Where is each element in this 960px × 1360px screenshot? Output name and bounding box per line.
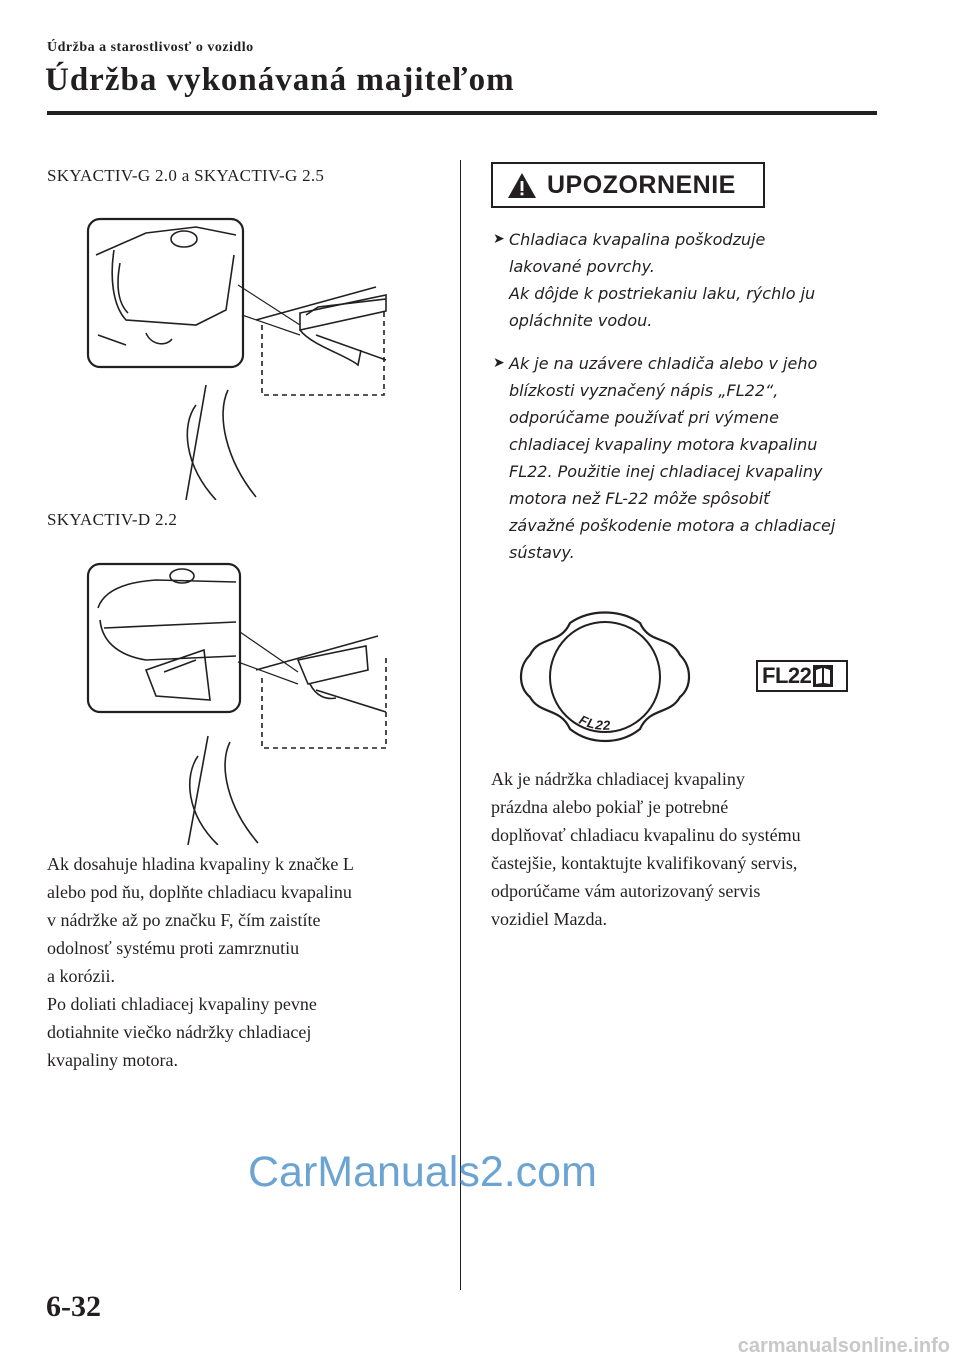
empty-reservoir-paragraph: Ak je nádržka chladiacej kvapaliny prázdna alebo pokiaľ je potrebné doplňovať chladiacu kvapalinu do systému častejšie, kontaktujte kvalifikovaný servis, odporúčame vám autorizovaný servis vozidiel Mazda.	[491, 769, 801, 929]
fl22-badge-text: FL22	[762, 663, 812, 688]
reservoir-illustration-g	[86, 215, 416, 500]
caution-item-text: Chladiaca kvapalina poškodzuje lakované povrchy. Ak dôjde k postriekaniu laku, rýchlo ju opláchnite vodou.	[509, 230, 816, 330]
site-watermark: carmanualsonline.info	[737, 1335, 950, 1357]
breadcrumb: Údržba a starostlivosť o vozidlo	[47, 40, 254, 55]
warning-triangle-icon	[507, 172, 537, 199]
watermark: CarManuals2.com	[248, 1148, 597, 1196]
svg-text:FL22	[577, 712, 612, 733]
title-rule	[47, 111, 877, 115]
radiator-cap-illustration	[510, 605, 700, 755]
engine-heading-d: SKYACTIV-D 2.2	[47, 510, 178, 529]
caution-item-text: Ak je na uzávere chladiča alebo v jeho blízkosti vyznačený nápis „FL22“, odporúčame používať pri výmene chladiacej kvapaliny motora kvapalinu FL22. Použitie inej chladiacej kvapaliny motora než FL-22 môže spôsobiť závažné poškodenie motora a chladiacej sústavy.	[509, 354, 836, 562]
column-divider	[460, 160, 461, 1290]
arrow-bullet-icon: ➤	[493, 231, 505, 247]
caution-item	[493, 226, 883, 334]
engine-heading-g: SKYACTIV-G 2.0 a SKYACTIV-G 2.5	[47, 166, 325, 185]
cap-marking-text: FL22	[576, 711, 612, 733]
page-title: Údržba vykonávaná majiteľom	[45, 62, 515, 98]
reservoir-illustration-d	[86, 560, 416, 845]
fl22-badge	[756, 660, 848, 692]
caution-list	[493, 226, 883, 582]
caution-box	[491, 162, 765, 208]
arrow-bullet-icon: ➤	[493, 355, 505, 371]
page-number: 6-32	[46, 1290, 101, 1323]
caution-label: UPOZORNENIE	[547, 170, 736, 199]
caution-item	[493, 350, 883, 566]
coolant-level-paragraph: Ak dosahuje hladina kvapaliny k značke L alebo pod ňu, doplňte chladiacu kvapalinu v nádržke až po značku F, čím zaistíte odolnosť systému proti zamrznutiu a korózii. Po doliati chladiacej kvapaliny pevne dotiahnite viečko nádržky chladiacej kvapaliny motora.	[47, 854, 354, 1070]
book-icon	[813, 665, 833, 687]
